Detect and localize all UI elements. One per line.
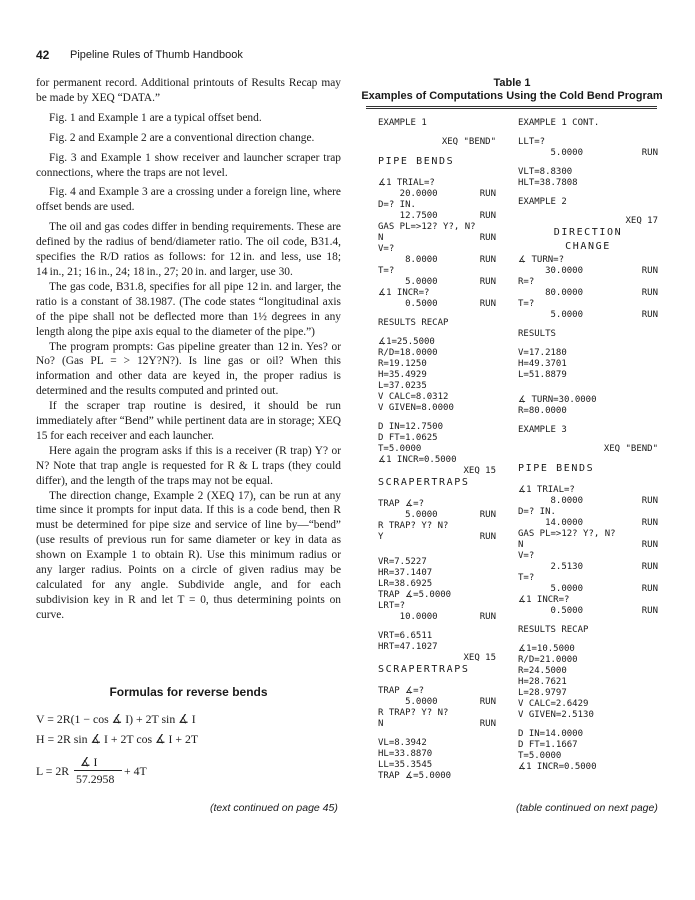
paragraph: Fig. 2 and Example 2 are a conventional direction change. [49, 131, 315, 144]
printout-text: TRAP ∡=5.0000 [378, 771, 452, 781]
printout-line [378, 403, 496, 414]
printout-text: LLT=? [518, 137, 546, 147]
printout-text: TRAP ∡=5.0000 [378, 590, 452, 600]
printout-line [518, 216, 658, 227]
printout-line [378, 477, 496, 491]
printout-line [378, 653, 496, 664]
formula-l-lhs: L = 2R [36, 764, 70, 778]
printout-text: 80.0000 [518, 288, 584, 298]
printout-line [518, 241, 658, 255]
printout-text: 8.0000 [378, 255, 438, 265]
running-header-title: Pipeline Rules of Thumb Handbook [70, 49, 243, 61]
printout-text: V=? [518, 551, 535, 561]
printout-run-key: RUN [479, 612, 496, 622]
printout-text: N [518, 540, 524, 550]
printout-text: 2.5130 [518, 562, 584, 572]
printout-text: HLT=38.7808 [518, 178, 578, 188]
printout-line [518, 729, 658, 740]
printout-line [378, 156, 496, 170]
spacer [378, 170, 496, 178]
printout-line [378, 642, 496, 653]
printout-heading: DIRECTION [553, 227, 623, 238]
printout-line [518, 167, 658, 178]
printout-line [378, 318, 496, 329]
spacer [378, 329, 496, 337]
paragraph: The oil and gas codes differ in bending requirements. These are defined by the radius of bend/diameter ratio. The oil code, B31.4, specifies the R/D ratios as follows: for 12 in. and less, use 18; 14 in., 21; 16 in., 24; 18 in., 27; 20 in. and larger, use 30. [36, 221, 341, 278]
printout-run-key: RUN [479, 277, 496, 287]
printout-line [378, 719, 496, 730]
printout-line [378, 771, 496, 782]
printout-line [518, 444, 658, 455]
printout-line [518, 507, 658, 518]
printout-line [378, 568, 496, 579]
printout-text: V GIVEN=8.0000 [378, 403, 454, 413]
printout-text: XEQ "BEND" [603, 444, 658, 454]
printout-text: D=? IN. [378, 200, 416, 210]
printout-line [518, 666, 658, 677]
spacer [378, 678, 496, 686]
printout-line [378, 708, 496, 719]
table-label: Table 1 [493, 77, 531, 89]
paragraph: Here again the program asks if this is a receiver (R trap) Y? or N? Note that trap angle is requested for R & L traps (they could differ), and the length of the traps may not be equal. [36, 444, 341, 487]
printout-text: R TRAP? Y? N? [378, 708, 449, 718]
printout-run-key: RUN [641, 496, 658, 506]
printout-text: XEQ "BEND" [441, 137, 496, 147]
printout-line [518, 227, 658, 241]
spacer [518, 321, 658, 329]
printout-heading: CHANGE [565, 241, 611, 252]
printout-line [378, 697, 496, 708]
printout-text: ∡1 INCR=? [378, 288, 430, 298]
printout-text: VL=8.3942 [378, 738, 427, 748]
printout-text: R/D=18.0000 [378, 348, 438, 358]
printout-text: 5.0000 [378, 510, 438, 520]
table-top-rule [366, 108, 657, 109]
printout-line [378, 381, 496, 392]
printout-text: T=5.0000 [378, 444, 422, 454]
printout-line [518, 266, 658, 277]
body-text [36, 76, 341, 623]
printout-line [378, 444, 496, 455]
printout-text: R=19.1250 [378, 359, 427, 369]
printout-line [518, 395, 658, 406]
printout-text: N [378, 233, 384, 243]
printout-line [378, 211, 496, 222]
printout-line [378, 579, 496, 590]
printout-text: 5.0000 [518, 310, 584, 320]
printout-line [518, 644, 658, 655]
spacer [518, 381, 658, 395]
spacer [378, 491, 496, 499]
printout-line [518, 277, 658, 288]
printout-line [378, 686, 496, 697]
printout-text: V CALC=8.0312 [378, 392, 449, 402]
printout-line [378, 200, 496, 211]
table-title: Examples of Computations Using the Cold Bend Program [361, 90, 663, 102]
printout-text: 12.7500 [378, 211, 438, 221]
paragraph: Fig. 3 and Example 1 show receiver and launcher scraper trap connections, where the traps are not level. [36, 151, 341, 179]
printout-line [518, 197, 658, 208]
formula-l-denominator: 57.2958 [76, 772, 115, 786]
printout-text: T=? [378, 266, 395, 276]
printout-text: GAS PL=>12? Y?, N? [378, 222, 476, 232]
printout-line [378, 266, 496, 277]
printout-line [378, 233, 496, 244]
printout-run-key: RUN [641, 518, 658, 528]
printout-text: H=49.3701 [518, 359, 567, 369]
printout-line [518, 762, 658, 773]
printout-line [378, 348, 496, 359]
printout-line [378, 118, 496, 129]
text-continued-note: (text continued on page 45) [210, 802, 338, 814]
printout-text: RESULTS RECAP [378, 318, 449, 328]
paragraph: The gas code, B31.8, specifies for all pipe 12 in. and larger, the ratio is a constant of 38.1987. (The code states “longitudinal axis of the pipe shall not be deflected more than 1½ degrees in any length along the pipe axis equal to the diameter of the pipe.”) [36, 280, 341, 338]
formulas-heading: Formulas for reverse bends [109, 685, 268, 699]
printout-line [518, 348, 658, 359]
printout-text: 5.0000 [378, 697, 438, 707]
printout-text: XEQ 15 [463, 653, 496, 663]
printout-line [378, 499, 496, 510]
printout-line [378, 433, 496, 444]
printout-line [378, 601, 496, 612]
paragraph: for permanent record. Additional printouts of Results Recap may be made by XEQ “DATA.” [36, 77, 341, 104]
printout-line [518, 740, 658, 751]
printout-line [518, 529, 658, 540]
printout-line [518, 485, 658, 496]
printout-line [518, 655, 658, 666]
printout-run-key: RUN [479, 189, 496, 199]
printout-run-key: RUN [479, 510, 496, 520]
printout-text: 20.0000 [378, 189, 438, 199]
spacer [378, 414, 496, 422]
printout-text: ∡1 INCR=0.5000 [378, 455, 457, 465]
printout-text: 5.0000 [518, 584, 584, 594]
spacer [518, 417, 658, 425]
printout-text: 5.0000 [378, 277, 438, 287]
printout-text: T=? [518, 299, 535, 309]
printout-line [518, 148, 658, 159]
printout-line [378, 299, 496, 310]
printout-line [378, 337, 496, 348]
printout-text: TRAP ∡=? [378, 499, 424, 509]
printout-text: XEQ 15 [463, 466, 496, 476]
printout-text: 30.0000 [518, 266, 584, 276]
printout-line [378, 521, 496, 532]
printout-line [378, 370, 496, 381]
printout-line [378, 612, 496, 623]
printout-text: D=? IN. [518, 507, 556, 517]
printout-text: RESULTS RECAP [518, 625, 589, 635]
printout-run-key: RUN [641, 266, 658, 276]
printout-text: R=24.5000 [518, 666, 567, 676]
printout-text: EXAMPLE 2 [518, 197, 567, 207]
spacer [378, 543, 496, 557]
printout-line [518, 518, 658, 529]
printout-line [378, 137, 496, 148]
printout-run-key: RUN [479, 299, 496, 309]
spacer [518, 636, 658, 644]
printout-line [378, 189, 496, 200]
spacer [518, 189, 658, 197]
printout-line [518, 606, 658, 617]
fraction-bar [74, 770, 122, 771]
printout-run-key: RUN [641, 288, 658, 298]
printout-run-key: RUN [479, 532, 496, 542]
paragraph: The direction change, Example 2 (XEQ 17), can be run at any time since it prompts for input data. If this is a code bend, then R must be determined for pipe size and service of line by—“bend” (use results of previous run for same diameter or key in data as shown on Example 1 to obtain R). Use this minimum radius or any larger radius. Points on a circle of given radius may be calculated for any angle. Subdivide angle, and for each subdivision key in R and let T = 0, thus determining points on curve. [36, 489, 341, 621]
printout-line [378, 590, 496, 601]
printout-text: ∡1=10.5000 [518, 644, 575, 654]
printout-heading: PIPE BENDS [378, 156, 455, 167]
printout-text: EXAMPLE 1 [378, 118, 427, 128]
printout-line [378, 392, 496, 403]
spacer [378, 730, 496, 738]
printout-text: GAS PL=>12? Y?, N? [518, 529, 616, 539]
printout-line [518, 406, 658, 417]
printout-text: T=? [518, 573, 535, 583]
spacer [378, 129, 496, 137]
printout-text: R TRAP? Y? N? [378, 521, 449, 531]
printout-line [518, 178, 658, 189]
printout-text: L=28.9797 [518, 688, 567, 698]
spacer [518, 455, 658, 463]
printout-text: HL=33.8870 [378, 749, 433, 759]
printout-line [378, 277, 496, 288]
printout-line [518, 329, 658, 340]
printout-column-right [518, 118, 658, 773]
printout-line [518, 496, 658, 507]
printout-text: D FT=1.1667 [518, 740, 578, 750]
spacer [518, 129, 658, 137]
printout-line [378, 510, 496, 521]
printout-line [378, 422, 496, 433]
printout-text: LL=35.3545 [378, 760, 433, 770]
paragraph: The program prompts: Gas pipeline greater than 12 in. Yes? or No? (Gas PL = > 12Y?N?). Is line gas or oil? When this information and other data are keyed in, the proper radius is determined and the results computed and printed out. [36, 340, 341, 398]
printout-text: HRT=47.1027 [378, 642, 438, 652]
printout-text: 5.0000 [518, 148, 584, 158]
printout-run-key: RUN [641, 310, 658, 320]
printout-run-key: RUN [641, 148, 658, 158]
formula-l-numerator: ∡ I [80, 755, 98, 769]
printout-text: ∡ TURN=? [518, 255, 564, 265]
paragraph: Fig. 4 and Example 3 are a crossing under a foreign line, where offset bends are used. [36, 186, 341, 214]
printout-text: V CALC=2.6429 [518, 699, 589, 709]
paragraph: Fig. 1 and Example 1 are a typical offset bend. [49, 111, 262, 124]
printout-line [378, 244, 496, 255]
printout-line [378, 664, 496, 678]
formula-v: V = 2R(1 − cos ∡ I) + 2T sin ∡ I [36, 712, 196, 726]
spacer [518, 436, 658, 444]
table-top-rule [366, 106, 657, 107]
printout-text: R/D=21.0000 [518, 655, 578, 665]
printout-text: T=5.0000 [518, 751, 562, 761]
printout-line [518, 299, 658, 310]
printout-line [518, 118, 658, 129]
printout-text: V GIVEN=2.5130 [518, 710, 594, 720]
printout-text: ∡1 TRIAL=? [518, 485, 575, 495]
printout-text: N [378, 719, 384, 729]
printout-line [518, 310, 658, 321]
printout-text: ∡1 INCR=? [518, 595, 570, 605]
printout-text: V=17.2180 [518, 348, 567, 358]
printout-text: R=80.0000 [518, 406, 567, 416]
printout-line [518, 677, 658, 688]
printout-line [518, 255, 658, 266]
printout-run-key: RUN [479, 255, 496, 265]
printout-run-key: RUN [479, 719, 496, 729]
printout-run-key: RUN [479, 233, 496, 243]
printout-text: V=? [378, 244, 395, 254]
printout-line [378, 749, 496, 760]
printout-line [518, 688, 658, 699]
spacer [518, 477, 658, 485]
printout-text: D FT=1.0625 [378, 433, 438, 443]
printout-line [378, 455, 496, 466]
printout-text: ∡1 TRIAL=? [378, 178, 435, 188]
printout-text: Y [378, 532, 384, 542]
printout-line [518, 288, 658, 299]
printout-line [378, 178, 496, 189]
printout-line [518, 425, 658, 436]
paragraph: If the scraper trap routine is desired, it should be run immediately after “Bend” while pertinent data are in storage; XEQ 15 for each receiver and each launcher. [36, 400, 341, 442]
printout-line [518, 359, 658, 370]
printout-line [518, 573, 658, 584]
printout-text: LRT=? [378, 601, 406, 611]
printout-text: VLT=8.8300 [518, 167, 573, 177]
printout-text: VR=7.5227 [378, 557, 427, 567]
spacer [378, 310, 496, 318]
formula-l-rhs: + 4T [124, 764, 147, 778]
printout-heading: SCRAPERTRAPS [378, 477, 470, 488]
printout-text: 8.0000 [518, 496, 584, 506]
printout-text: EXAMPLE 3 [518, 425, 567, 435]
printout-text: D IN=12.7500 [378, 422, 444, 432]
spacer [378, 148, 496, 156]
printout-text: 0.5000 [378, 299, 438, 309]
printout-text: 10.0000 [378, 612, 438, 622]
printout-line [378, 631, 496, 642]
printout-text: H=35.4929 [378, 370, 427, 380]
printout-line [518, 370, 658, 381]
printout-column-left [378, 118, 496, 782]
printout-text: H=28.7621 [518, 677, 567, 687]
printout-line [518, 699, 658, 710]
printout-text: D IN=14.0000 [518, 729, 584, 739]
printout-text: R=? [518, 277, 535, 287]
printout-run-key: RUN [641, 584, 658, 594]
printout-line [378, 760, 496, 771]
printout-line [518, 625, 658, 636]
printout-line [518, 751, 658, 762]
printout-text: TRAP ∡=? [378, 686, 424, 696]
formula-h: H = 2R sin ∡ I + 2T cos ∡ I + 2T [36, 732, 199, 746]
printout-text: L=37.0235 [378, 381, 427, 391]
printout-line [518, 463, 658, 477]
spacer [518, 159, 658, 167]
printout-line [378, 359, 496, 370]
printout-run-key: RUN [479, 211, 496, 221]
printout-text: LR=38.6925 [378, 579, 433, 589]
printout-line [518, 551, 658, 562]
printout-run-key: RUN [479, 697, 496, 707]
spacer [378, 623, 496, 631]
printout-line [378, 255, 496, 266]
printout-text: 14.0000 [518, 518, 584, 528]
printout-text: 0.5000 [518, 606, 584, 616]
printout-run-key: RUN [641, 606, 658, 616]
spacer [518, 340, 658, 348]
page-number: 42 [36, 48, 50, 62]
printout-text: RESULTS [518, 329, 556, 339]
printout-text: ∡1 INCR=0.5000 [518, 762, 597, 772]
table-continued-note: (table continued on next page) [516, 802, 658, 814]
printout-line [378, 532, 496, 543]
printout-line [518, 137, 658, 148]
printout-text: VRT=6.6511 [378, 631, 433, 641]
printout-run-key: RUN [641, 562, 658, 572]
printout-text: ∡1=25.5000 [378, 337, 435, 347]
printout-text: ∡ TURN=30.0000 [518, 395, 597, 405]
printout-line [378, 557, 496, 568]
printout-text: EXAMPLE 1 CONT. [518, 118, 600, 128]
printout-text: XEQ 17 [625, 216, 658, 226]
printout-line [378, 222, 496, 233]
printout-run-key: RUN [641, 540, 658, 550]
printout-line [378, 738, 496, 749]
printout-line [378, 466, 496, 477]
spacer [518, 721, 658, 729]
printout-line [378, 288, 496, 299]
printout-heading: SCRAPERTRAPS [378, 664, 470, 675]
printout-line [518, 710, 658, 721]
printout-text: HR=37.1407 [378, 568, 433, 578]
printout-line [518, 595, 658, 606]
spacer [518, 208, 658, 216]
printout-line [518, 584, 658, 595]
spacer [518, 617, 658, 625]
printout-line [518, 562, 658, 573]
printout-line [518, 540, 658, 551]
printout-text: L=51.8879 [518, 370, 567, 380]
printout-heading: PIPE BENDS [518, 463, 595, 474]
